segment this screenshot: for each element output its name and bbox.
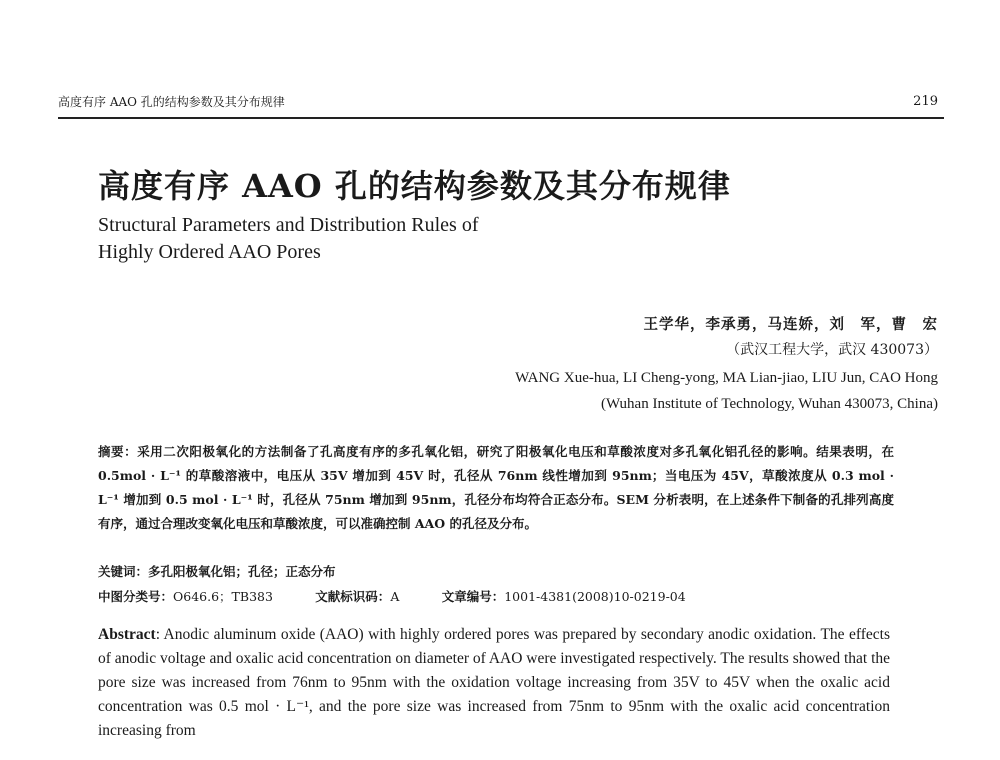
authors-chinese: 王学华，李承勇，马连娇，刘 军，曹 宏 xyxy=(643,316,938,333)
abstract-english-label: Abstract xyxy=(98,626,156,643)
title-chinese: 高度有序 AAO 孔的结构参数及其分布规律 xyxy=(98,167,731,205)
authors-english: WANG Xue-hua, LI Cheng-yong, MA Lian-jiao, LIU Jun, CAO Hong xyxy=(515,370,938,386)
document-code: 文献标识码：A xyxy=(315,589,400,604)
keywords xyxy=(98,560,336,584)
abstract-english-text: : Anodic aluminum oxide (AAO) with highly ordered pores was prepared by secondary anodic oxidation. The effects of anodic voltage and oxalic acid concentration on diameter of AAO were investigated respectively. The results showed that the pore size was increased from 76nm to 95nm with the oxidation voltage increasing from 35V to 45V when the oxalic acid concentration was 0.5 mol · L⁻¹, and the pore size was increased from 75nm to 95nm with the oxalic acid concentration increasing from xyxy=(98,626,890,739)
affiliation-chinese: （武汉工程大学，武汉 430073） xyxy=(726,342,938,358)
title-english-line-1: Structural Parameters and Distribution Rules of xyxy=(98,214,479,236)
title-english xyxy=(98,212,478,266)
classification-line xyxy=(98,585,898,609)
abstract-chinese xyxy=(98,440,894,536)
header-rule xyxy=(58,117,944,119)
article-number: 文章编号：1001-4381(2008)10-0219-04 xyxy=(441,589,686,604)
running-head-title: 高度有序 AAO 孔的结构参数及其分布规律 xyxy=(58,95,285,109)
abstract-english xyxy=(98,623,890,743)
title-english-line-2: Highly Ordered AAO Pores xyxy=(98,241,321,263)
abstract-chinese-label: 摘要： xyxy=(98,444,138,459)
page-number: 219 xyxy=(913,94,938,109)
keywords-label: 关键词： xyxy=(98,564,149,579)
running-head xyxy=(58,94,942,110)
clc-code: 中图分类号：O646.6；TB383 xyxy=(98,589,273,604)
affiliation-english: (Wuhan Institute of Technology, Wuhan 430073, China) xyxy=(601,396,938,412)
keywords-text: 多孔阳极氧化铝；孔径；正态分布 xyxy=(148,564,336,579)
abstract-chinese-text: 采用二次阳极氧化的方法制备了孔高度有序的多孔氧化铝，研究了阳极氧化电压和草酸浓度对多孔氧化铝孔径的影响。结果表明，在 0.5mol · L⁻¹ 的草酸溶液中，电压从 35V 增加到 45V 时，孔径从 76nm 线性增加到 95nm；当电压为 45V，草酸浓度从 0.3 mol · L⁻¹ 增加到 0.5 mol · L⁻¹ 时，孔径从 75nm 增加到 95nm，孔径分布均符合正态分布。SEM 分析表明，在上述条件下制备的孔排列高度有序，通过合理改变氧化电压和草酸浓度，可以准确控制 AAO 的孔径及分布。 xyxy=(98,444,894,531)
